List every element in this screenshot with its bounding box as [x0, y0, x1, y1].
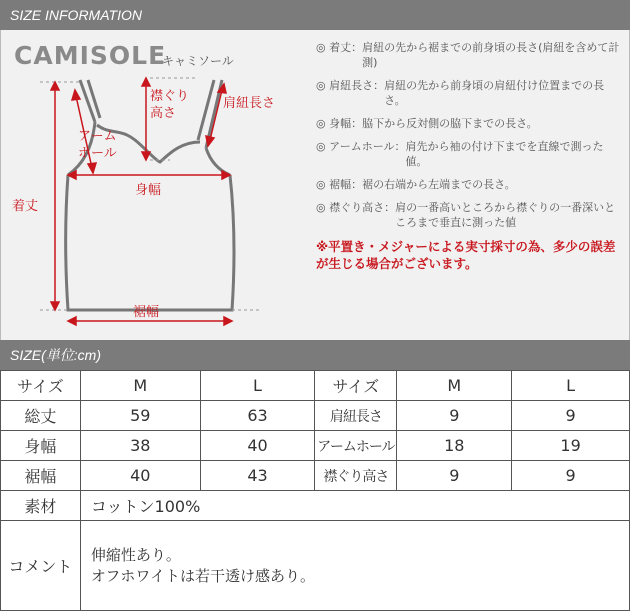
header-m-2: M: [397, 371, 512, 401]
comment-line: オフホワイトは若干透け感あり。: [90, 566, 315, 585]
label-neck-depth-2: 高さ: [150, 106, 177, 121]
material-label: 素材: [1, 491, 81, 521]
material-value: コットン100%: [80, 491, 629, 521]
comment-row: [1, 521, 630, 611]
legend-item: ◎ 身幅： 脇下から反対側の脇下までの長さ。: [316, 117, 538, 130]
comment-line: 伸縮性あり。: [90, 545, 181, 564]
cell-l: 63: [200, 401, 315, 431]
header-size-2: サイズ: [315, 371, 397, 401]
label-hem-width: 裾幅: [133, 305, 160, 320]
legend-item: ◎ 着丈： 肩紐の先から裾までの前身頃の長さ(肩紐を含めて計測): [316, 41, 620, 69]
right-armhole: [206, 148, 230, 175]
cell-m: 40: [80, 461, 200, 491]
header-size: サイズ: [1, 371, 81, 401]
cell-l-2: 9: [512, 461, 630, 491]
size-table-header: SIZE(単位:cm): [0, 340, 630, 370]
label-armhole-2: ホール: [78, 146, 117, 161]
material-row: [1, 491, 630, 521]
left-strap-inner: [88, 80, 100, 118]
header-l-2: L: [512, 371, 630, 401]
legend-item: ◎ 裾幅： 裾の右端から左端までの長さ。: [316, 178, 516, 191]
label-neck-depth-1: 襟ぐり: [150, 89, 190, 104]
table-row: [1, 401, 630, 431]
product-name-kana: キャミソール: [162, 54, 234, 68]
cell-m-2: 9: [397, 401, 512, 431]
cell-m: 38: [80, 431, 200, 461]
cell-l: 40: [200, 431, 315, 461]
cell-l-2: 19: [512, 431, 630, 461]
left-strap: [80, 80, 95, 122]
row-label: 総丈: [1, 401, 81, 431]
label-body-width: 身幅: [135, 183, 162, 198]
row-label: 身幅: [1, 431, 81, 461]
row-label-2: 肩紐長さ: [315, 401, 397, 431]
comment-label: コメント: [1, 521, 81, 611]
row-label-2: 襟ぐり高さ: [315, 461, 397, 491]
header-m: M: [80, 371, 200, 401]
product-name: CAMISOLE: [14, 41, 167, 70]
cell-l-2: 9: [512, 401, 630, 431]
cell-m-2: 18: [397, 431, 512, 461]
legend-item: ◎ 襟ぐり高さ： 肩の一番高いところから襟ぐりの一番深いところまで垂直に測った値: [316, 201, 616, 229]
cell-m: 59: [80, 401, 200, 431]
table-header-row: [1, 371, 630, 401]
size-information-header: SIZE INFORMATION: [0, 0, 630, 30]
label-strap-length: 肩紐長さ: [223, 96, 276, 111]
legend-item: ◎ 肩紐長さ： 肩紐の先から前身頃の肩紐付け位置までの長さ。: [316, 79, 605, 107]
legend-item: ◎ アームホール： 肩先から袖の付け下までを直線で測った値。: [316, 140, 604, 168]
table-row: [1, 431, 630, 461]
label-length: 着丈: [12, 199, 39, 214]
table-row: [1, 461, 630, 491]
label-armhole-1: アーム: [78, 129, 117, 144]
measurement-note: ※平置き・メジャーによる実寸採寸の為、多少の誤差が生じる場合がございます。: [316, 239, 616, 271]
size-table: [0, 370, 630, 611]
cell-l: 43: [200, 461, 315, 491]
measurement-legend: [316, 40, 622, 272]
row-label-2: アームホール: [315, 431, 397, 461]
cell-m-2: 9: [397, 461, 512, 491]
comment-value: [80, 521, 629, 611]
row-label: 裾幅: [1, 461, 81, 491]
header-l: L: [200, 371, 315, 401]
strap-length-arrow: [210, 90, 222, 140]
